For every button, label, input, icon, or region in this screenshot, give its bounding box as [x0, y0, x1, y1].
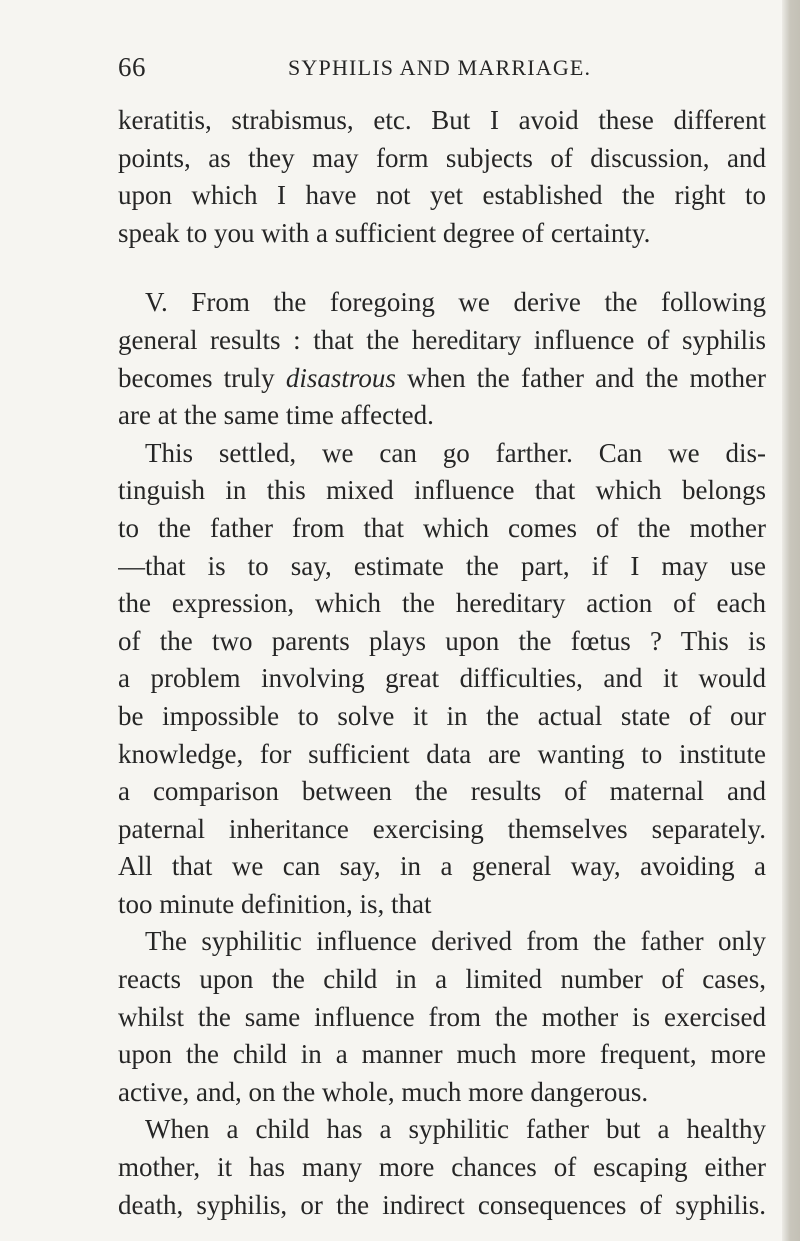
text-line: All that we can say, in a general way, avoiding a [118, 851, 766, 882]
text-line: keratitis, strabismus, etc. But I avoid these different [118, 105, 766, 135]
text-line: When a child has a syphilitic father but a healthy [145, 1114, 766, 1145]
text-line: whilst the same influence from the mother is exercised [118, 1001, 766, 1032]
text-line: knowledge, for sufficient data are wanting to institute [118, 738, 766, 769]
text-line: paternal inheritance exercising themselves separately. [118, 813, 766, 844]
text-line: The syphilitic influence derived from the father only [145, 926, 766, 957]
text-line: be impossible to solve it in the actual state of our [118, 700, 766, 731]
text-line: This settled, we can go farther. Can we dis- [145, 437, 766, 468]
text-line: of the two parents plays upon the fœtus ? This is [118, 625, 766, 656]
text-line: reacts upon the child in a limited number of cases, [118, 964, 766, 995]
text-line: mother, it has many more chances of escaping either [118, 1152, 766, 1183]
text-fragment: when the father and the mother [395, 362, 766, 393]
text-line: points, as they may form subjects of discussion, and [118, 142, 766, 173]
text-line: too minute definition, is, that [118, 888, 432, 919]
page-number: 66 [118, 52, 146, 82]
text-line: tinguish in this mixed influence that which belongs [118, 475, 766, 506]
text-line: upon the child in a manner much more frequent, more [118, 1039, 766, 1070]
text-line [118, 360, 766, 398]
text-line: the expression, which the hereditary action of each [118, 588, 766, 619]
text-line: active, and, on the whole, much more dangerous. [118, 1076, 649, 1107]
text-line: general results : that the hereditary influence of syphilis [118, 324, 766, 355]
text-line: a problem involving great difficulties, and it would [118, 663, 766, 694]
text-line: are at the same time affected. [118, 400, 434, 431]
running-title: SYPHILIS AND MARRIAGE. [288, 55, 592, 80]
text-line: speak to you with a sufficient degree of certainty. [118, 217, 651, 248]
text-line: death, syphilis, or the indirect consequences of syphilis. [118, 1189, 766, 1220]
text-line: V. From the foregoing we derive the following [145, 287, 766, 318]
body-text [118, 102, 766, 1224]
text-line: a comparison between the results of maternal and [118, 776, 766, 807]
text-fragment: becomes truly [118, 362, 286, 393]
text-line: —that is to say, estimate the part, if I may use [118, 550, 766, 581]
text-line: upon which I have not yet established the right to [118, 180, 766, 211]
running-head [118, 52, 758, 92]
page-binding-edge [782, 0, 800, 1241]
emphasized-word: disastrous [285, 362, 396, 393]
text-line: to the father from that which comes of the mother [118, 512, 766, 543]
